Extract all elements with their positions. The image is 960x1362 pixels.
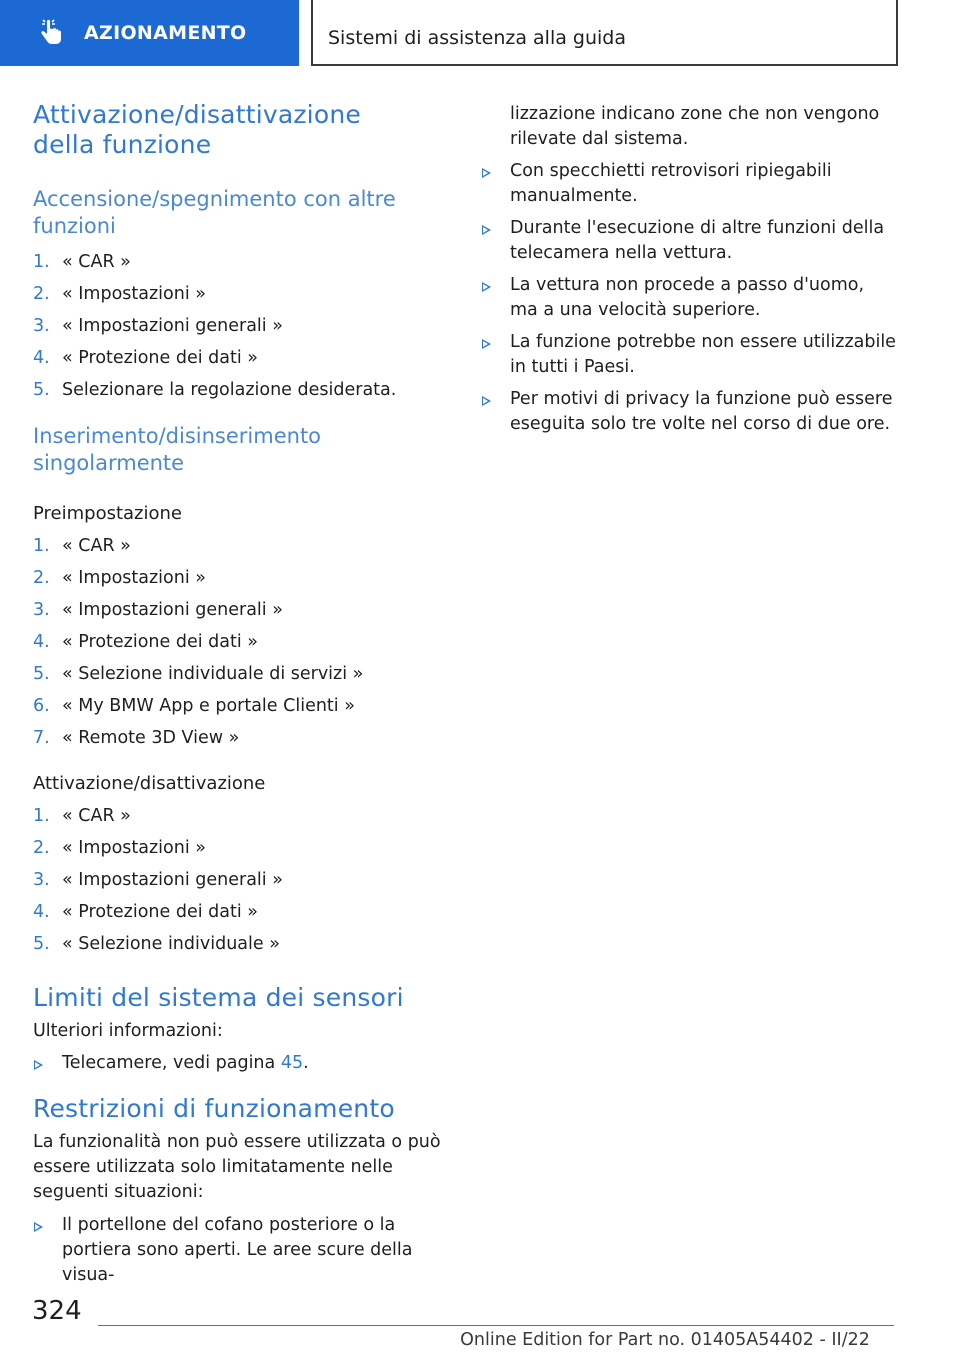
list-item (33, 565, 453, 597)
list-item (33, 661, 453, 693)
edition-footer: Online Edition for Part no. 01405A54402 - II/22 (460, 1330, 870, 1350)
bullet-triangle-icon (34, 1060, 43, 1070)
step-text: « Impostazioni » (62, 838, 206, 858)
bullet-triangle-icon (482, 282, 491, 292)
step-text: « Protezione dei dati » (62, 632, 258, 652)
section-title: Sistemi di assistenza alla guida (328, 27, 627, 49)
page-link[interactable]: 45 (280, 1053, 304, 1073)
list-item (33, 377, 453, 409)
steps-list-preset (33, 533, 453, 757)
restrictions-intro: La funzionalità non può essere utilizzata o può essere utilizzata solo limitatamente nelle seguenti situazioni: (33, 1132, 441, 1202)
step-text: « Selezione individuale » (62, 934, 280, 954)
list-item (33, 931, 453, 963)
step-text: « Protezione dei dati » (62, 348, 258, 368)
chapter-tab (0, 0, 299, 66)
step-text: « Protezione dei dati » (62, 902, 258, 922)
section-tab (311, 0, 898, 66)
more-info-list (33, 1051, 453, 1076)
list-item: La vettura non procede a passo d'uomo, ma a una velocità superiore. (481, 273, 896, 323)
list-item (33, 313, 453, 345)
step-number: 5. (33, 664, 50, 684)
list-item (33, 835, 453, 867)
list-item: Il portellone del cofano posteriore o la portiera sono aperti. Le aree scure della visua- (33, 1213, 448, 1288)
step-text: « Impostazioni generali » (62, 870, 283, 890)
left-column (33, 100, 453, 1295)
footer-divider (98, 1325, 894, 1326)
steps-list-toggle (33, 803, 453, 963)
subheading-preset: Preimpostazione (33, 503, 183, 524)
step-number: 2. (33, 838, 50, 858)
steps-list-other (33, 249, 453, 409)
list-item (33, 249, 453, 281)
list-item: Telecamere, vedi pagina 45. (33, 1051, 453, 1076)
restrictions-list (33, 1213, 448, 1288)
list-item (33, 281, 453, 313)
step-text: « Remote 3D View » (62, 728, 240, 748)
list-item (33, 597, 453, 629)
step-number: 7. (33, 728, 50, 748)
bullet-triangle-icon (482, 225, 491, 235)
step-text: Selezionare la regolazione desiderata. (62, 380, 397, 400)
step-text: « Impostazioni generali » (62, 316, 283, 336)
step-number: 6. (33, 696, 50, 716)
step-text: « CAR » (62, 252, 131, 272)
step-text: « Selezione individuale di servizi » (62, 664, 364, 684)
list-item: Per motivi di privacy la funzione può essere eseguita solo tre volte nel corso di due ore. (481, 387, 896, 437)
list-item (33, 693, 453, 725)
list-item: La funzione potrebbe non essere utilizzabile in tutti i Paesi. (481, 330, 896, 380)
step-number: 3. (33, 600, 50, 620)
heading-restrictions: Restrizioni di funzionamento (33, 1094, 395, 1123)
step-number: 1. (33, 536, 50, 556)
bullet-triangle-icon (482, 396, 491, 406)
step-number: 4. (33, 632, 50, 652)
step-number: 4. (33, 902, 50, 922)
list-item (33, 867, 453, 899)
hand-pointer-icon (34, 16, 68, 50)
list-item (33, 899, 453, 931)
list-item (33, 803, 453, 835)
step-number: 3. (33, 316, 50, 336)
bullet-triangle-icon (482, 168, 491, 178)
list-item: Con specchietti retrovisori ripiegabili manualmente. (481, 159, 896, 209)
heading-sensor-limits: Limiti del sistema dei sensori (33, 983, 404, 1012)
list-item (33, 345, 453, 377)
step-text: « Impostazioni generali » (62, 600, 283, 620)
list-item (33, 533, 453, 565)
step-text: « Impostazioni » (62, 284, 206, 304)
list-item (33, 725, 453, 757)
step-number: 3. (33, 870, 50, 890)
step-number: 4. (33, 348, 50, 368)
right-column (481, 100, 901, 444)
heading-other-functions: Accensione/spegnimento con altre funzioni (33, 187, 396, 238)
bullet-triangle-icon (482, 339, 491, 349)
step-number: 5. (33, 380, 50, 400)
step-number: 1. (33, 806, 50, 826)
list-item: Durante l'esecuzione di altre funzioni della telecamera nella vettura. (481, 216, 896, 266)
continued-text: lizzazione indicano zone che non vengono rilevate dal sistema. (510, 104, 880, 149)
step-number: 2. (33, 568, 50, 588)
step-text: « Impostazioni » (62, 568, 206, 588)
step-number: 2. (33, 284, 50, 304)
heading-activation: Attivazione/disattivazione della funzione (33, 100, 361, 159)
bullet-triangle-icon (34, 1222, 43, 1232)
page-number: 324 (32, 1296, 82, 1326)
step-number: 1. (33, 252, 50, 272)
step-text: « CAR » (62, 536, 131, 556)
chapter-title: AZIONAMENTO (84, 22, 247, 44)
subheading-toggle: Attivazione/disattivazione (33, 773, 266, 794)
more-info-label: Ulteriori informazioni: (33, 1021, 223, 1041)
step-text: « My BMW App e portale Clienti » (62, 696, 355, 716)
step-text: « CAR » (62, 806, 131, 826)
step-number: 5. (33, 934, 50, 954)
list-item (33, 629, 453, 661)
heading-single: Inserimento/disinserimento singolarmente (33, 424, 322, 475)
restrictions-list-continued (481, 159, 896, 437)
